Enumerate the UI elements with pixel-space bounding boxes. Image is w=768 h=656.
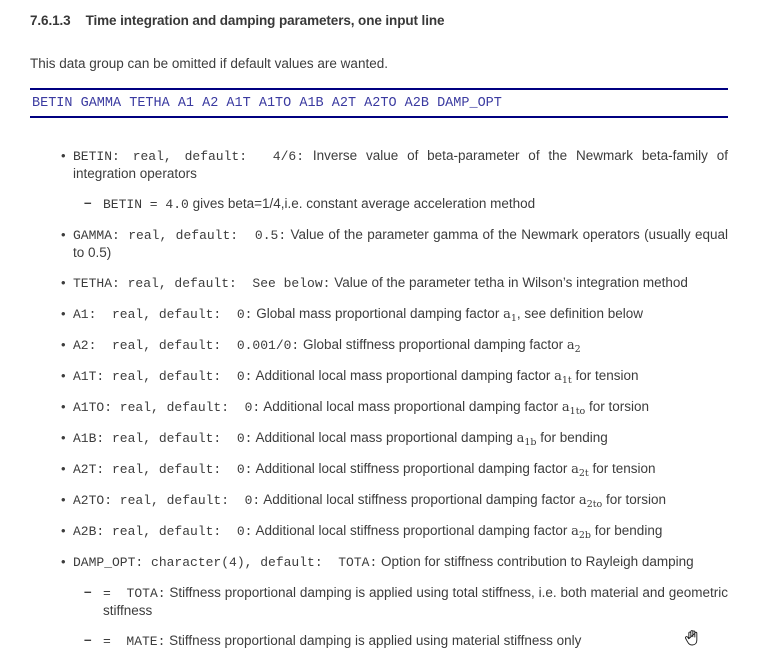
description-text: Additional local mass proportional damping bbox=[252, 430, 517, 445]
inline-code-text: A1TO: real, default: 0: bbox=[73, 400, 261, 415]
math-symbol: $a_1$ bbox=[503, 307, 517, 324]
inline-code-text: A1T: real, default: 0: bbox=[73, 369, 253, 384]
description-text: for bending bbox=[591, 523, 663, 538]
inline-code-text: = MATE: bbox=[103, 634, 166, 649]
math-symbol: $a_{2to}$ bbox=[578, 493, 603, 510]
list-item bbox=[30, 522, 728, 540]
inline-code-text: A1B: real, default: 0: bbox=[73, 431, 253, 446]
inline-code-text: = TOTA: bbox=[103, 586, 166, 601]
list-item bbox=[30, 367, 728, 385]
bullet-marker: • bbox=[61, 148, 66, 163]
bullet-marker: • bbox=[61, 554, 66, 569]
inline-code-text: A2TO: real, default: 0: bbox=[73, 493, 261, 508]
description-text: for torsion bbox=[585, 399, 650, 414]
description-text: for bending bbox=[536, 430, 608, 445]
hand-grab-cursor-icon bbox=[682, 628, 702, 648]
description-text: Stiffness proportional damping is applied using total stiffness, i.e. both material and geometric stiffness bbox=[103, 585, 728, 618]
bullet-marker: • bbox=[61, 368, 66, 383]
input-line-code: BETIN GAMMA TETHA A1 A2 A1T A1TO A1B A2T A2TO A2B DAMP_OPT bbox=[32, 96, 502, 111]
bullet-marker: • bbox=[61, 523, 66, 538]
description-text: gives beta=1/4,i.e. constant average acceleration method bbox=[188, 196, 536, 211]
description-text: Additional local stiffness proportional damping factor bbox=[252, 523, 572, 538]
bullet-marker: • bbox=[61, 430, 66, 445]
description-text: Value of the parameter gamma of the Newmark operators (usually equal to 0.5) bbox=[73, 227, 728, 260]
parameter-list bbox=[30, 147, 728, 650]
bullet-marker: • bbox=[61, 227, 66, 242]
list-item bbox=[30, 305, 728, 323]
description-text: Additional local stiffness proportional damping factor bbox=[252, 461, 572, 476]
list-item bbox=[30, 460, 728, 478]
section-number: 7.6.1.3 bbox=[30, 13, 71, 28]
bullet-marker: • bbox=[61, 492, 66, 507]
description-text: Stiffness proportional damping is applied using material stiffness only bbox=[165, 633, 582, 648]
inline-code-text: GAMMA: real, default: 0.5: bbox=[73, 228, 287, 243]
description-text: Inverse value of beta-parameter of the Newmark beta-family of integration operators bbox=[73, 148, 728, 181]
dash-marker: – bbox=[84, 632, 92, 647]
intro-paragraph: This data group can be omitted if default values are wanted. bbox=[30, 56, 388, 71]
description-text: for tension bbox=[588, 461, 656, 476]
description-text: Additional local stiffness proportional damping factor bbox=[260, 492, 579, 507]
math-symbol: $a_2$ bbox=[566, 338, 581, 355]
bullet-marker: • bbox=[61, 399, 66, 414]
inline-code-text: DAMP_OPT: character(4), default: TOTA: bbox=[73, 555, 378, 570]
bullet-marker: • bbox=[61, 306, 66, 321]
input-line-code-block bbox=[30, 88, 728, 118]
sub-list-item bbox=[30, 584, 728, 619]
description-text: for torsion bbox=[602, 492, 667, 507]
description-text: Global stiffness proportional damping factor bbox=[299, 337, 567, 352]
bullet-marker: • bbox=[61, 275, 66, 290]
list-item bbox=[30, 398, 728, 416]
description-text: Additional local mass proportional damping factor bbox=[252, 368, 555, 383]
inline-code-text: BETIN = 4.0 bbox=[103, 197, 189, 212]
list-item bbox=[30, 226, 728, 261]
description-text: Value of the parameter tetha in Wilson’s integration method bbox=[330, 275, 688, 290]
section-heading bbox=[30, 13, 728, 29]
description-text: Additional local mass proportional damping factor bbox=[260, 399, 562, 414]
description-text: for tension bbox=[571, 368, 639, 383]
inline-code-text: A2B: real, default: 0: bbox=[73, 524, 253, 539]
list-item bbox=[30, 274, 728, 292]
bullet-marker: • bbox=[61, 461, 66, 476]
inline-code-text: A1: real, default: 0: bbox=[73, 307, 253, 322]
dash-marker: – bbox=[84, 584, 92, 599]
bullet-marker: • bbox=[61, 337, 66, 352]
list-item bbox=[30, 147, 728, 182]
math-symbol: $a_{1b}$ bbox=[516, 431, 537, 448]
math-symbol: $a_{1to}$ bbox=[561, 400, 586, 417]
math-symbol: $a_{2b}$ bbox=[571, 524, 592, 541]
list-item bbox=[30, 553, 728, 571]
description-text: Option for stiffness contribution to Rayleigh damping bbox=[377, 554, 694, 569]
inline-code-text: BETIN: real, default: 4/6: bbox=[73, 149, 304, 164]
inline-code-text: A2T: real, default: 0: bbox=[73, 462, 253, 477]
sub-list-item bbox=[30, 195, 728, 213]
description-text: , see definition below bbox=[516, 306, 643, 321]
description-text: Global mass proportional damping factor bbox=[252, 306, 504, 321]
math-symbol: $a_{2t}$ bbox=[571, 462, 589, 479]
sub-list-item bbox=[30, 632, 728, 650]
list-item bbox=[30, 429, 728, 447]
list-item bbox=[30, 491, 728, 509]
section-title: Time integration and damping parameters, one input line bbox=[85, 13, 445, 28]
math-symbol: $a_{1t}$ bbox=[554, 369, 572, 386]
list-item bbox=[30, 336, 728, 354]
inline-code-text: A2: real, default: 0.001/0: bbox=[73, 338, 300, 353]
dash-marker: – bbox=[84, 195, 92, 210]
inline-code-text: TETHA: real, default: See below: bbox=[73, 276, 331, 291]
